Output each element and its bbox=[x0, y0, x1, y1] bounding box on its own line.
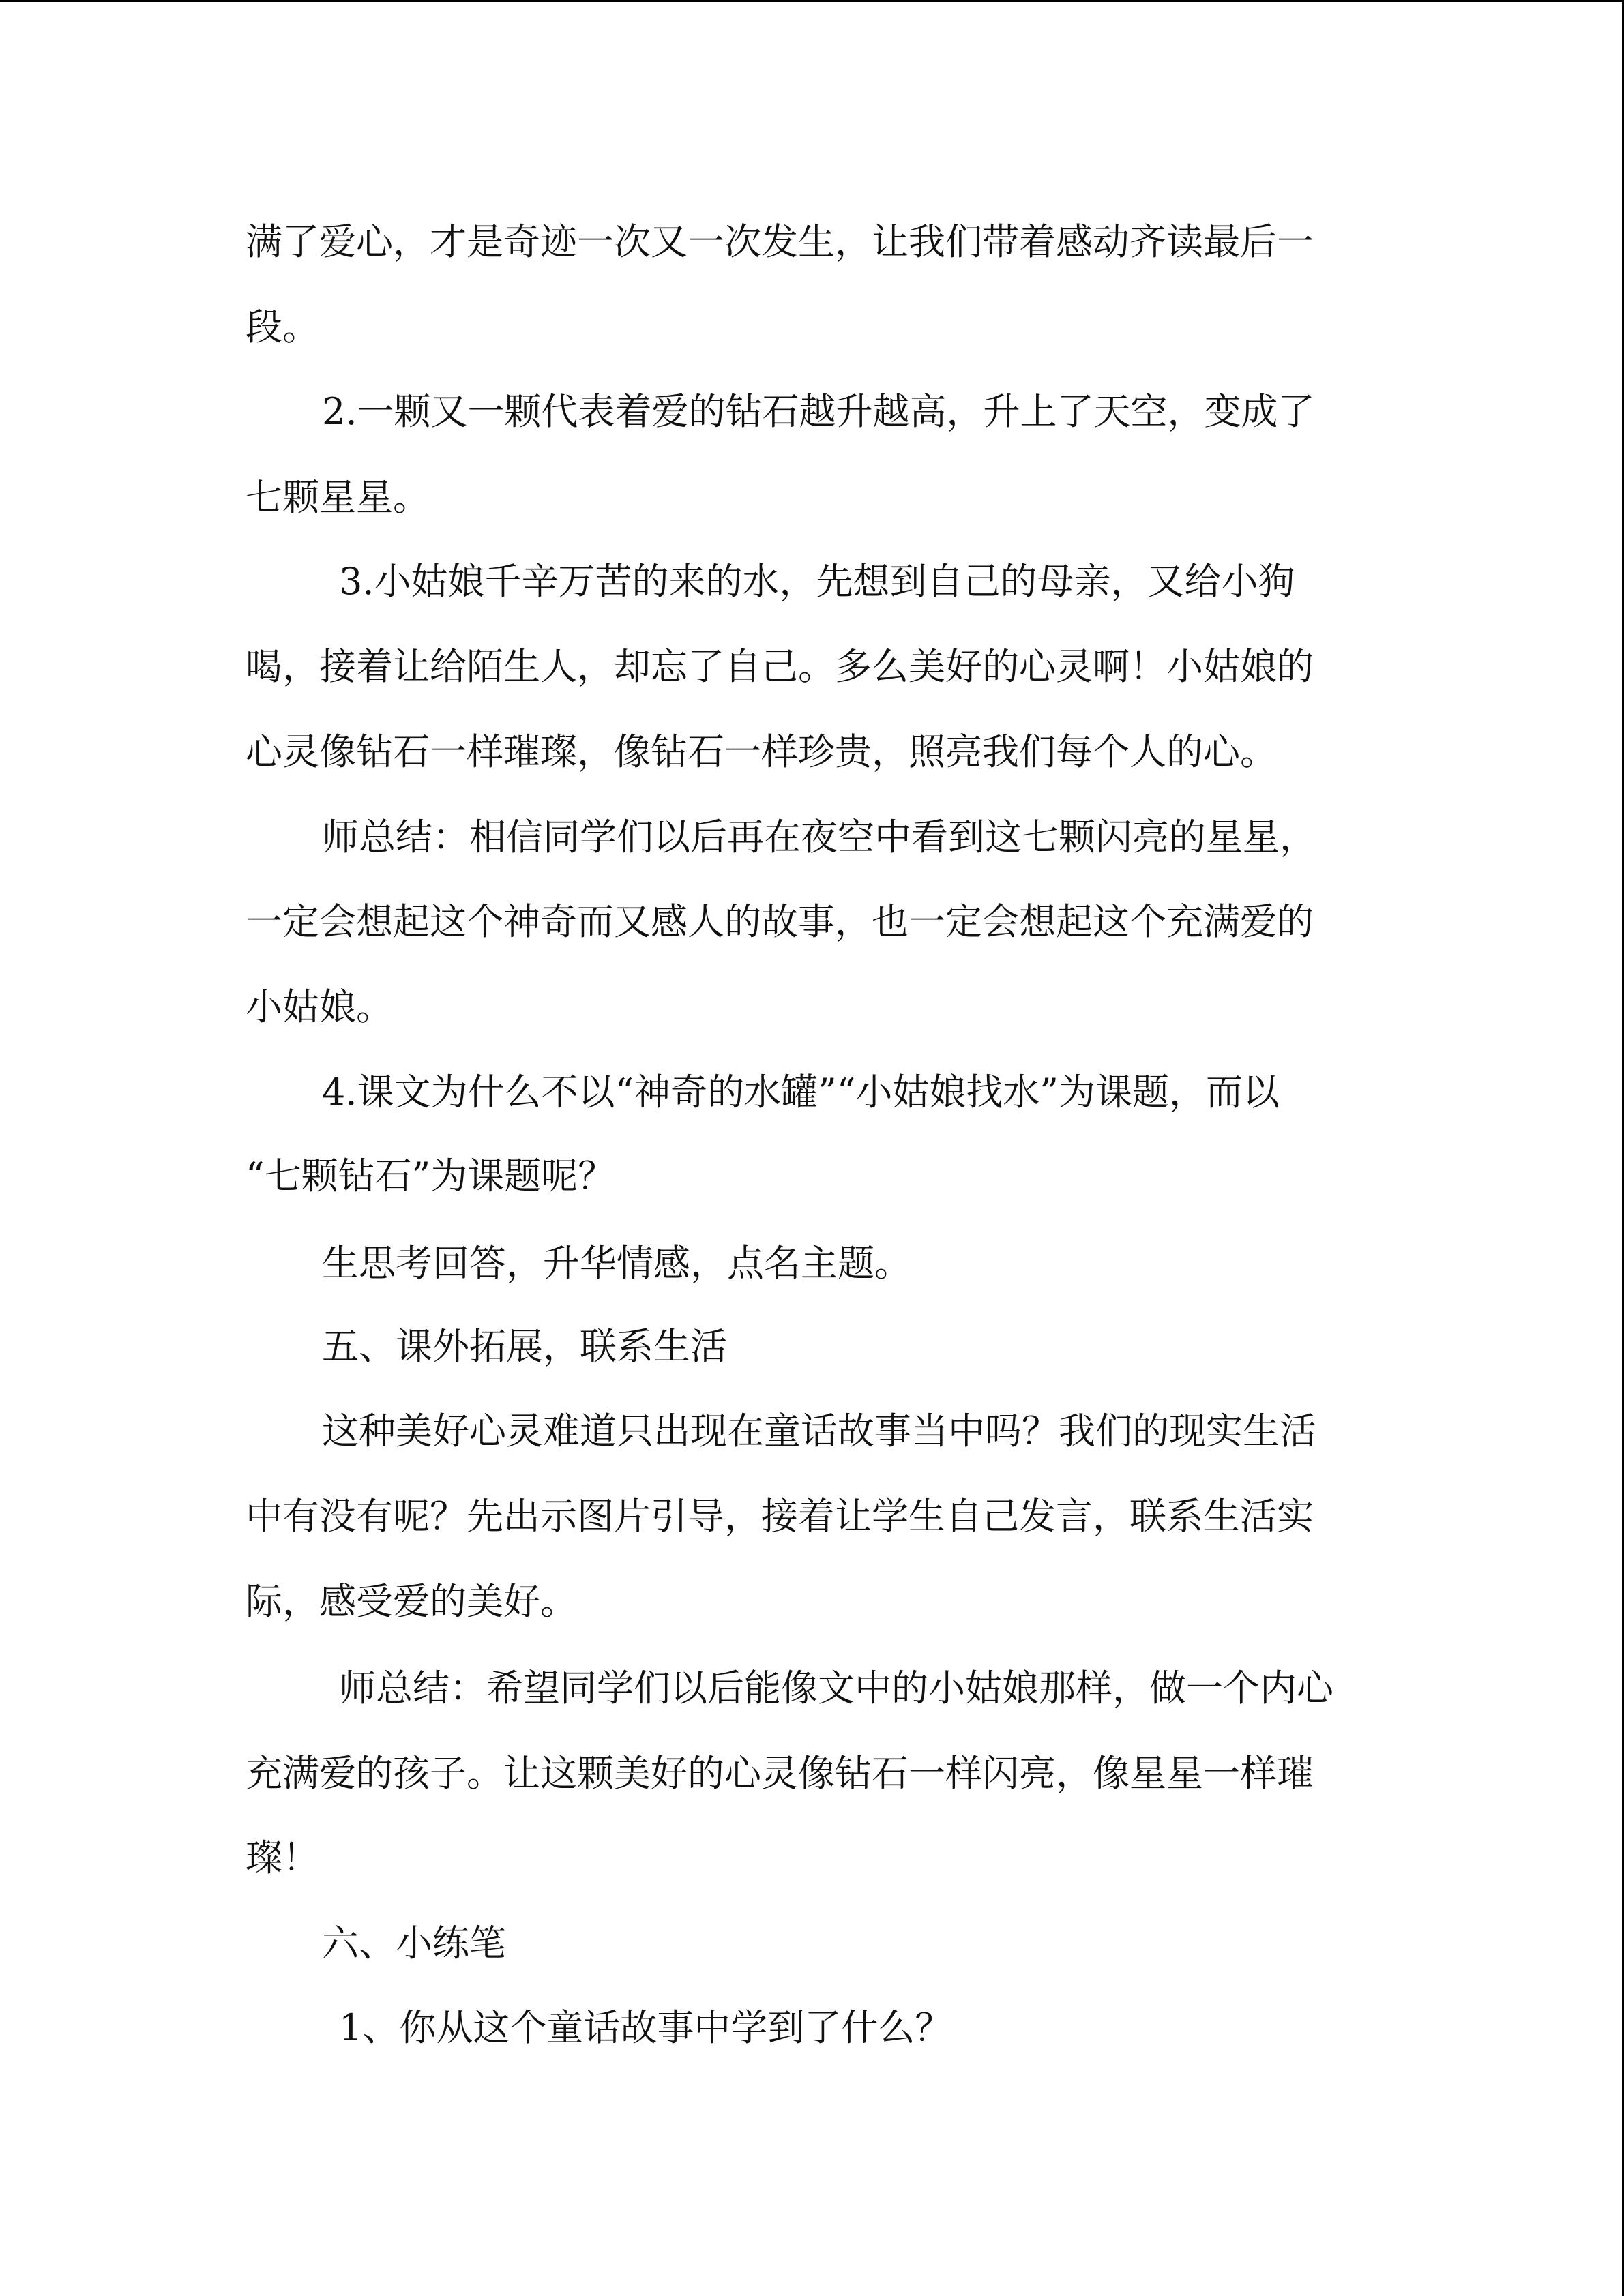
text-line: 际，感受爱的美好。 bbox=[246, 1580, 577, 1623]
text-line: 生思考回答，升华情感，点名主题。 bbox=[322, 1242, 911, 1285]
text-line: 这种美好心灵难道只出现在童话故事当中吗？我们的现实生活 bbox=[322, 1410, 1316, 1452]
text-line: “七颗钻石”为课题呢？ bbox=[246, 1154, 615, 1197]
text-line: 小姑娘。 bbox=[246, 985, 393, 1028]
text-line: 心灵像钻石一样璀璨，像钻石一样珍贵，照亮我们每个人的心。 bbox=[246, 730, 1277, 773]
text-line: 一定会想起这个神奇而又感人的故事，也一定会想起这个充满爱的 bbox=[246, 900, 1314, 943]
text-line: 1、你从这个童话故事中学到了什么？ bbox=[339, 2006, 952, 2049]
section-heading: 六、小练笔 bbox=[322, 1922, 506, 1965]
text-line: 4.课文为什么不以“神奇的水罐”“小姑娘找水”为课题，而以 bbox=[322, 1071, 1280, 1114]
text-line: 满了爱心，才是奇迹一次又一次发生，让我们带着感动齐读最后一 bbox=[246, 220, 1314, 263]
text-line: 喝，接着让给陌生人，却忘了自己。多么美好的心灵啊！小姑娘的 bbox=[246, 645, 1314, 688]
text-line: 段。 bbox=[246, 305, 319, 348]
text-line: 中有没有呢？先出示图片引导，接着让学生自己发言，联系生活实 bbox=[246, 1495, 1314, 1538]
text-line: 师总结：希望同学们以后能像文中的小姑娘那样，做一个内心 bbox=[339, 1667, 1333, 1710]
text-line: 充满爱的孩子。让这颗美好的心灵像钻石一样闪亮，像星星一样璀 bbox=[246, 1752, 1314, 1795]
text-line: 璨！ bbox=[246, 1836, 319, 1879]
section-heading: 五、课外拓展，联系生活 bbox=[322, 1325, 727, 1368]
text-line: 七颗星星。 bbox=[246, 476, 430, 519]
text-line: 3.小姑娘千辛万苦的来的水，先想到自己的母亲，又给小狗 bbox=[339, 560, 1295, 603]
text-line: 师总结：相信同学们以后再在夜空中看到这七颗闪亮的星星， bbox=[322, 816, 1316, 859]
text-line: 2.一颗又一颗代表着爱的钻石越升越高，升上了天空，变成了 bbox=[322, 390, 1315, 433]
